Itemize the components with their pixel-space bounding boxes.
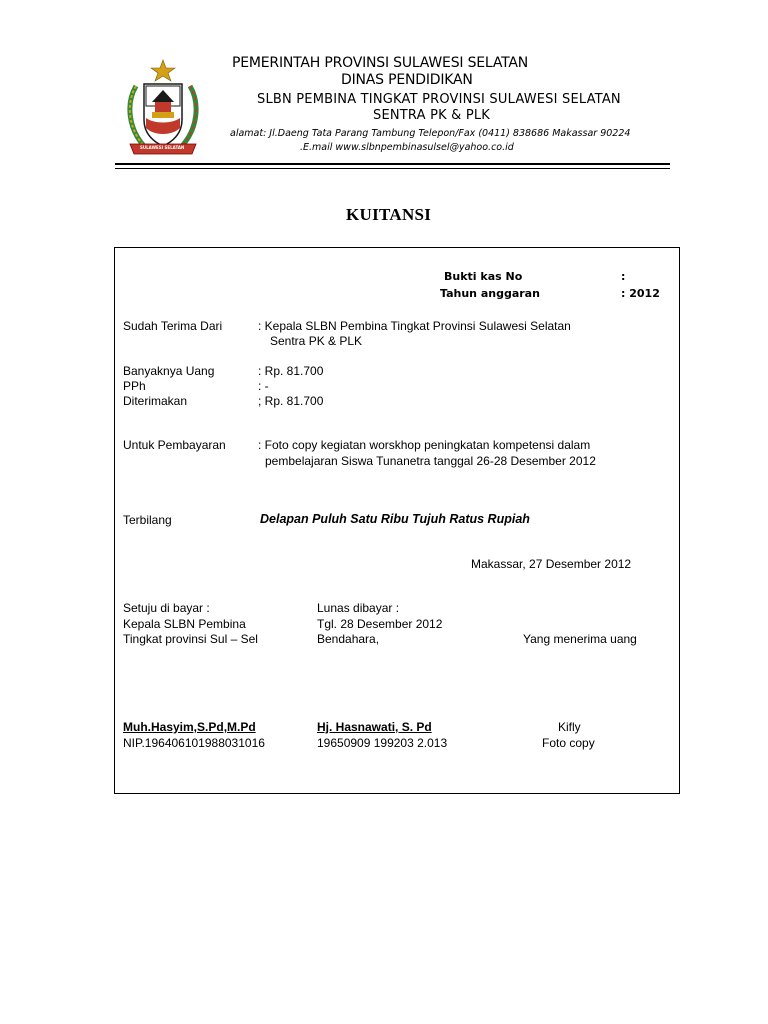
paid-position: Bendahara, (317, 632, 380, 646)
letterhead-rule-thin (115, 168, 670, 169)
receiver-note: Foto copy (542, 736, 595, 750)
terbilang-label: Terbilang (123, 513, 172, 527)
sudah-terima-value-2: Sentra PK & PLK (270, 334, 363, 348)
terbilang-value: Delapan Puluh Satu Ribu Tujuh Ratus Rupiah (260, 512, 530, 526)
treasurer-nip: 19650909 199203 2.013 (317, 736, 448, 750)
emblem-logo (122, 58, 204, 158)
diterimakan-value: ; Rp. 81.700 (258, 394, 324, 408)
letterhead-rule-thick (115, 163, 670, 165)
approve-position-1: Kepala SLBN Pembina (123, 617, 246, 631)
tahun-anggaran-value: : 2012 (621, 287, 660, 300)
paid-date: Tgl. 28 Desember 2012 (317, 617, 443, 631)
banyaknya-uang-value: : Rp. 81.700 (258, 364, 324, 378)
approver-name: Muh.Hasyim,S.Pd,M.Pd (123, 720, 256, 734)
receiver-heading: Yang menerima uang (523, 632, 637, 646)
bukti-kas-label: Bukti kas No (444, 270, 523, 283)
sudah-terima-label: Sudah Terima Dari (123, 319, 223, 333)
header-government: PEMERINTAH PROVINSI SULAWESI SELATAN (232, 55, 529, 71)
header-school: SLBN PEMBINA TINGKAT PROVINSI SULAWESI SELATAN (257, 92, 621, 107)
treasurer-name: Hj. Hasnawati, S. Pd (317, 720, 432, 734)
approver-nip: NIP.196406101988031016 (123, 736, 265, 750)
tahun-anggaran-label: Tahun anggaran (440, 287, 540, 300)
header-agency: DINAS PENDIDIKAN (341, 72, 473, 88)
pph-label: PPh (123, 379, 146, 393)
approve-position-2: Tingkat provinsi Sul – Sel (123, 632, 258, 646)
untuk-pembayaran-value-1: : Foto copy kegiatan worskhop peningkatan kompetensi dalam (258, 438, 591, 452)
logo-caption: SULAWESI SELATAN (140, 145, 185, 150)
untuk-pembayaran-value-2: pembelajaran Siswa Tunanetra tanggal 26-28 Desember 2012 (265, 454, 596, 468)
bukti-kas-value: : (621, 270, 626, 283)
pph-value: : - (258, 379, 269, 393)
header-unit: SENTRA PK & PLK (373, 108, 491, 123)
sudah-terima-value-1: : Kepala SLBN Pembina Tingkat Provinsi Sulawesi Selatan (258, 319, 571, 333)
place-date: Makassar, 27 Desember 2012 (471, 557, 632, 571)
paid-heading: Lunas dibayar : (317, 601, 400, 615)
untuk-pembayaran-label: Untuk Pembayaran (123, 438, 226, 452)
document-title: KUITANSI (346, 205, 432, 224)
approve-heading: Setuju di bayar : (123, 601, 210, 615)
header-address: alamat: Jl.Daeng Tata Parang Tambung Telepon/Fax (0411) 838686 Makassar 90224 (230, 128, 631, 139)
receiver-name: Kifly (558, 720, 581, 734)
banyaknya-uang-label: Banyaknya Uang (123, 364, 215, 378)
header-email: .E.mail www.slbnpembinasulsel@yahoo.co.id (300, 142, 514, 153)
diterimakan-label: Diterimakan (123, 394, 188, 408)
